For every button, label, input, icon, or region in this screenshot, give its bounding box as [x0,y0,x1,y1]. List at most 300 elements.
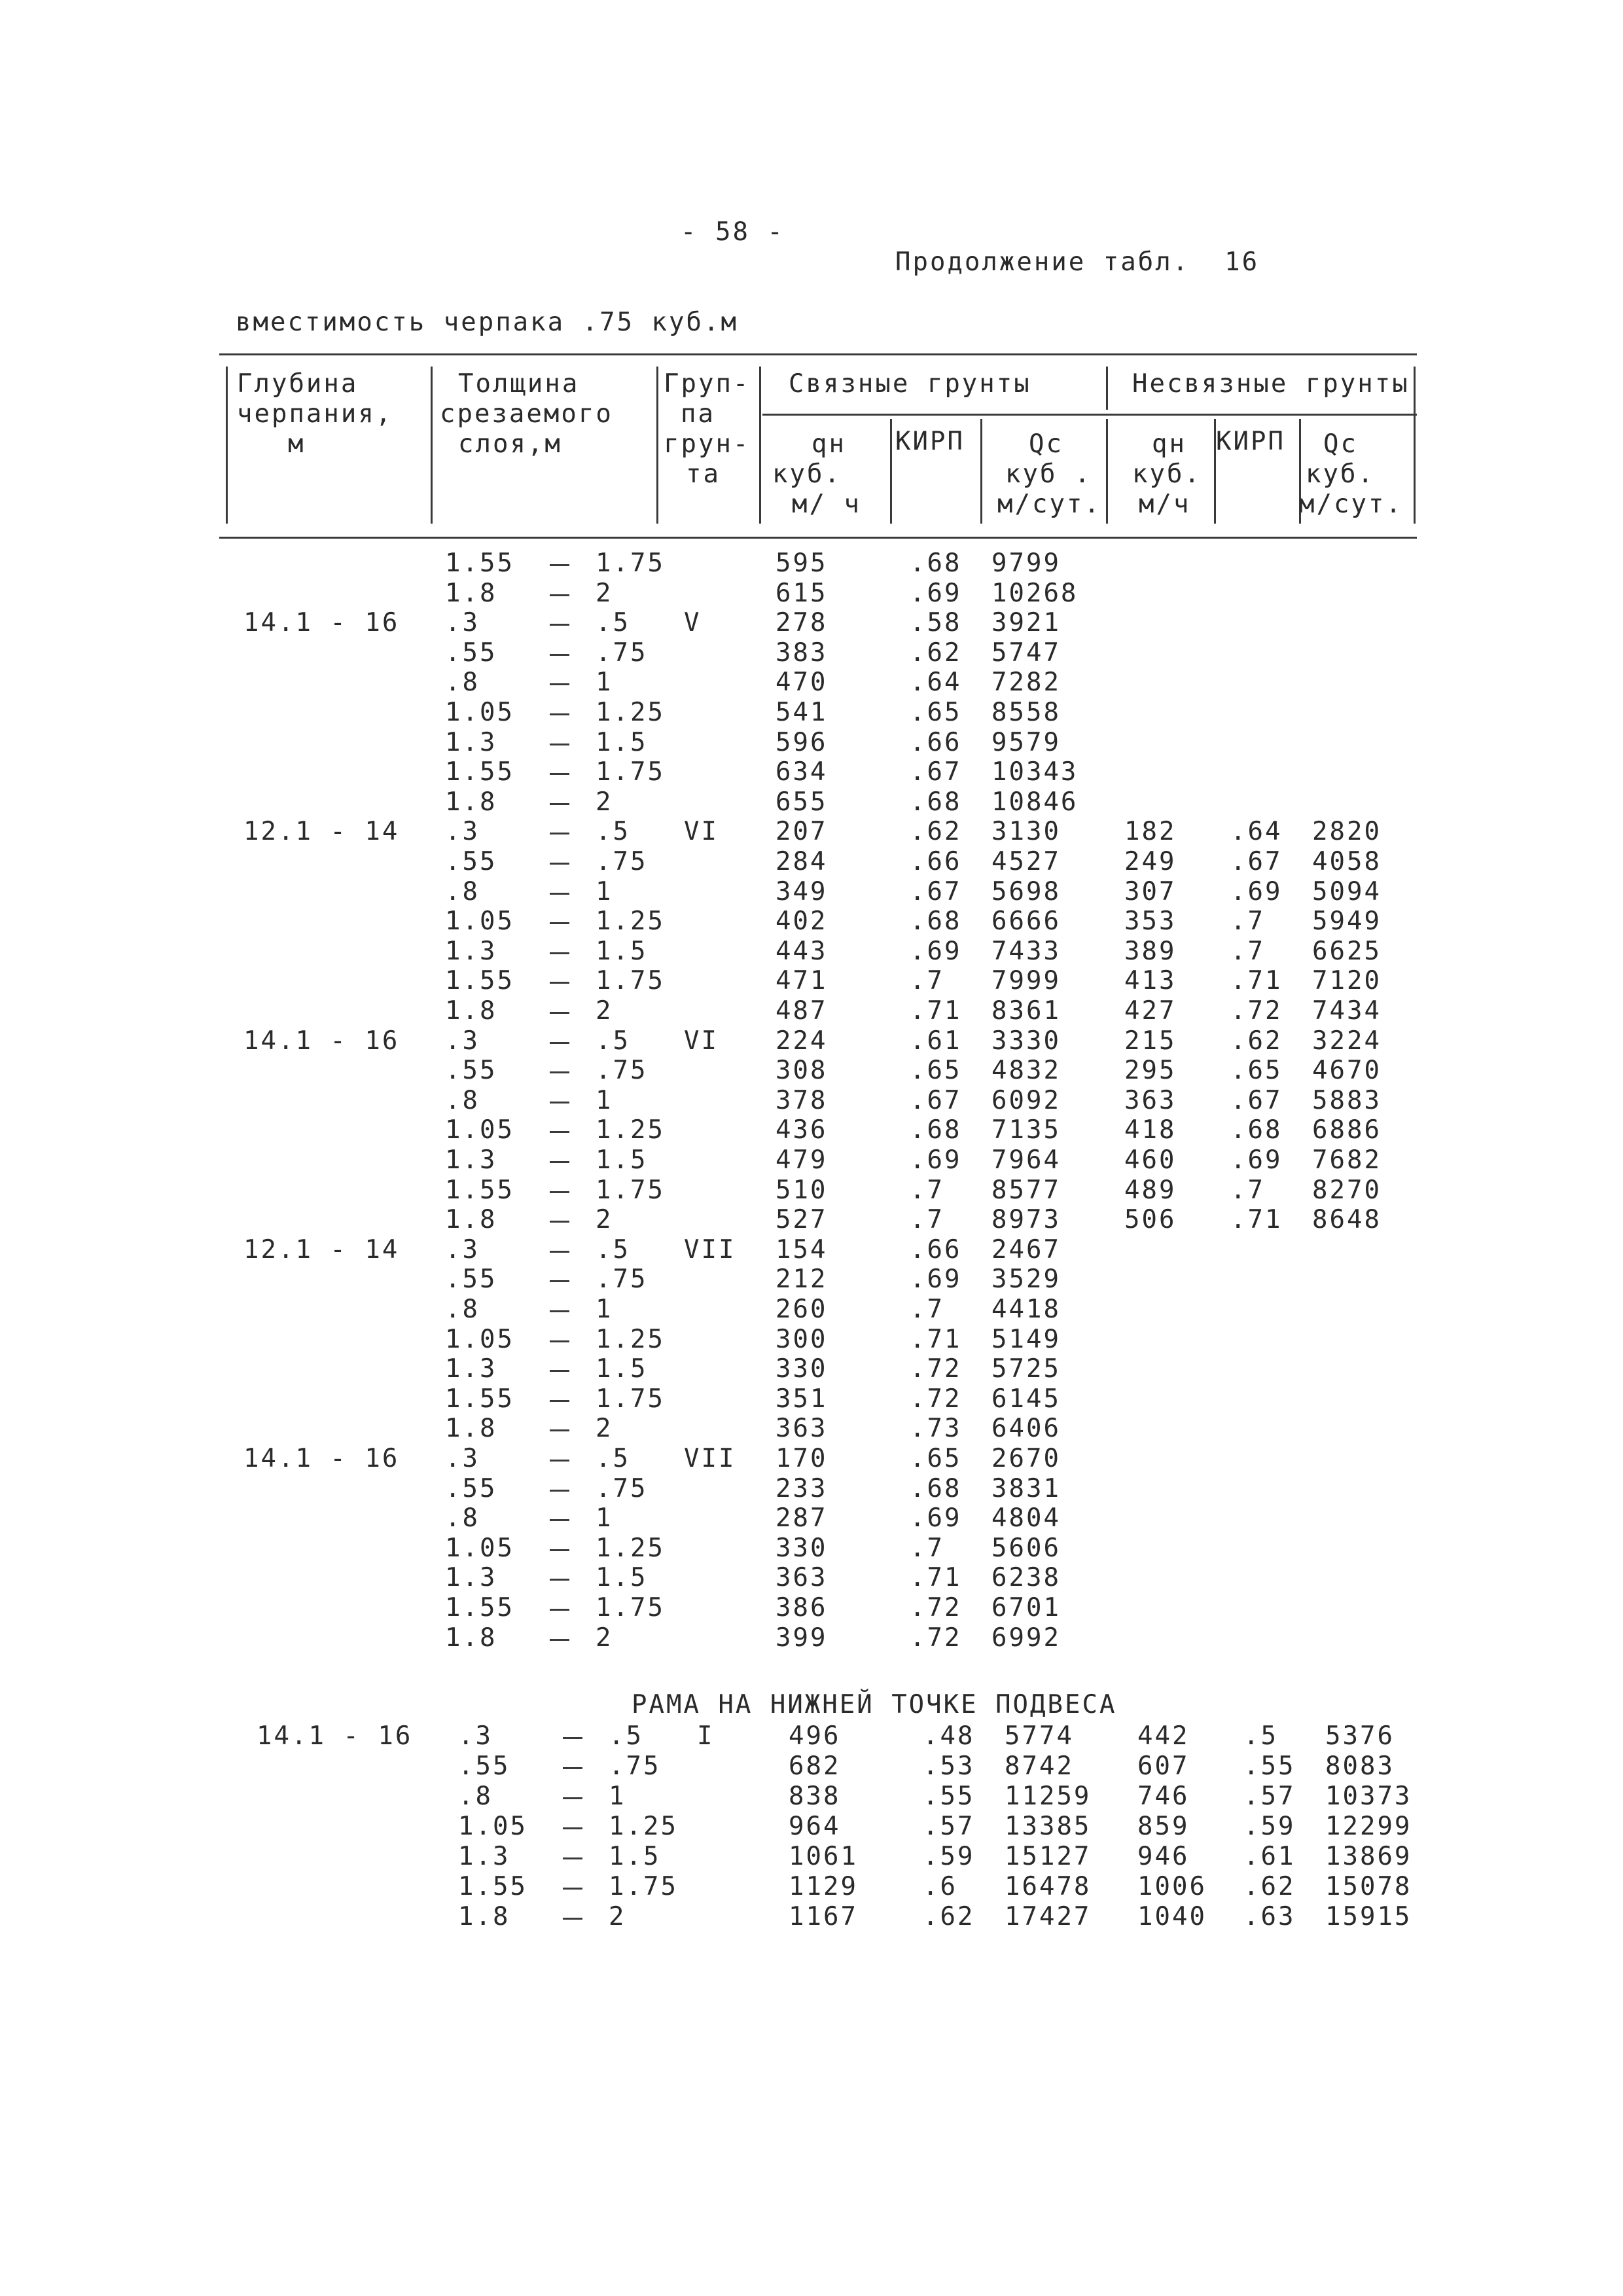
cell-cohesive-qn: 300 [776,1324,828,1354]
cell-depth: 14.1 - 16 [243,1444,400,1473]
table-row [0,1086,1623,1116]
cell-cohesive-qc: 16478 [1005,1872,1092,1901]
section-title-lower-suspension: РАМА НА НИЖНЕЙ ТОЧКЕ ПОДВЕСА [632,1690,1117,1719]
range-dash [550,1310,569,1312]
cell-noncohesive-qc: 8270 [1312,1175,1382,1205]
cell-noncohesive-kirp: .69 [1230,1145,1283,1175]
cell-noncohesive-qc: 4670 [1312,1056,1382,1086]
table-row [0,1295,1623,1325]
cell-group: V [684,608,702,638]
range-dash [550,624,569,626]
cell-cohesive-kirp: .55 [923,1782,975,1811]
cell-cohesive-qn: 378 [776,1085,828,1115]
cell-thickness-from: 1.55 [445,548,514,578]
cell-noncohesive-kirp: .71 [1230,966,1283,996]
cell-cohesive-kirp: .69 [910,1503,962,1534]
col-border-cohesive [1106,367,1108,410]
range-dash [550,1191,569,1193]
cell-cohesive-kirp: .7 [910,1295,944,1324]
range-dash [550,922,569,924]
cell-thickness-from: .8 [458,1782,493,1811]
range-dash [550,1042,569,1044]
cell-cohesive-kirp: .69 [910,1145,962,1175]
cell-thickness-to: 1.5 [596,1145,648,1175]
table-row [0,937,1623,967]
cell-noncohesive-qc: 4058 [1312,847,1382,876]
table-row [0,1175,1623,1206]
range-dash [563,1857,582,1859]
cell-cohesive-kirp: .61 [910,1026,962,1056]
cell-thickness-to: 2 [596,996,613,1026]
cell-cohesive-kirp: .62 [910,637,962,668]
cell-noncohesive-qn: 489 [1124,1175,1177,1205]
cell-thickness-from: 1.05 [445,698,514,727]
table-row [0,1325,1623,1355]
range-dash [550,654,569,656]
header-qn2-line2: куб. [1132,459,1202,489]
range-dash [550,863,569,865]
cell-cohesive-kirp: .73 [910,1414,962,1444]
cell-thickness-from: 1.8 [445,1623,497,1653]
table-row [0,1384,1623,1414]
cell-cohesive-qn: 212 [776,1265,828,1295]
cell-cohesive-kirp: .68 [910,787,962,817]
cell-noncohesive-qc: 3224 [1312,1026,1382,1056]
header-kirp: КИРП [895,427,965,456]
cell-cohesive-kirp: .67 [910,1085,962,1115]
cell-thickness-from: .55 [445,1056,497,1086]
cell-thickness-from: 1.55 [445,966,514,996]
cell-noncohesive-qc: 12299 [1325,1812,1412,1841]
cell-cohesive-qn: 349 [776,876,828,906]
cell-noncohesive-qn: 215 [1124,1026,1177,1056]
cell-thickness-to: .5 [596,608,630,638]
header-group-line2: па [681,399,715,429]
cell-cohesive-qc: 9579 [991,727,1061,757]
cell-cohesive-qc: 6701 [991,1593,1061,1623]
cell-cohesive-qn: 363 [776,1563,828,1593]
cell-cohesive-kirp: .68 [910,906,962,937]
header-qn2-line1: qн [1152,429,1186,459]
table-row [0,1145,1623,1175]
table-continuation: Продолжение табл. 16 [895,247,1260,277]
cell-cohesive-kirp: .62 [923,1902,975,1931]
cell-cohesive-kirp: .72 [910,1623,962,1653]
range-dash [550,1519,569,1521]
table-row [0,728,1623,758]
cell-thickness-to: 1 [596,668,613,698]
cell-noncohesive-qn: 746 [1137,1782,1190,1811]
cell-cohesive-kirp: .59 [923,1842,975,1871]
cell-cohesive-kirp: .66 [910,847,962,876]
table-row [0,1623,1623,1653]
cell-thickness-to: .75 [596,1473,648,1503]
cell-cohesive-qn: 541 [776,698,828,727]
cell-cohesive-qn: 399 [776,1623,828,1653]
cell-thickness-from: .8 [445,668,480,698]
range-dash [550,952,569,954]
cell-thickness-to: .75 [609,1751,661,1781]
cell-noncohesive-qn: 295 [1124,1056,1177,1086]
cell-noncohesive-qn: 353 [1124,906,1177,937]
cell-noncohesive-kirp: .69 [1230,876,1283,906]
range-dash [550,1370,569,1372]
cell-thickness-from: 1.8 [445,996,497,1026]
cell-thickness-to: 1.75 [596,757,665,787]
range-dash [550,1161,569,1163]
cell-thickness-from: 1.8 [445,787,497,817]
header-qc-line1: Qс [1029,429,1063,459]
cell-cohesive-qc: 5698 [991,876,1061,906]
cell-cohesive-kirp: .57 [923,1812,975,1841]
cell-noncohesive-qn: 389 [1124,936,1177,966]
page-number: - 58 - [681,217,785,247]
cell-thickness-to: 1.25 [596,698,665,727]
table-row [0,698,1623,728]
cell-thickness-from: .3 [445,1026,480,1056]
header-thickness-line1: Толщина [458,369,580,399]
range-dash [563,1737,582,1739]
cell-cohesive-qc: 7999 [991,966,1061,996]
cell-cohesive-kirp: .69 [910,1265,962,1295]
cell-cohesive-qn: 260 [776,1295,828,1324]
header-group-line4: та [686,459,721,489]
cell-cohesive-qc: 3529 [991,1265,1061,1295]
range-dash [550,594,569,596]
cell-noncohesive-kirp: .64 [1230,817,1283,847]
range-dash [550,564,569,566]
table-row [0,757,1623,787]
cell-cohesive-qn: 655 [776,787,828,817]
cell-thickness-from: 1.55 [445,757,514,787]
cell-cohesive-kirp: .64 [910,668,962,698]
cell-cohesive-qc: 7282 [991,668,1061,698]
table-row [0,1721,1623,1751]
cell-thickness-from: .8 [445,1085,480,1115]
header-thickness-line3: слоя,м [458,429,562,459]
cell-noncohesive-qc: 5883 [1312,1085,1382,1115]
table-row [0,817,1623,847]
cell-noncohesive-qn: 427 [1124,996,1177,1026]
range-dash [550,1251,569,1253]
table-row [0,787,1623,817]
cell-noncohesive-qn: 442 [1137,1721,1190,1751]
table-row [0,1534,1623,1564]
cell-thickness-from: .55 [445,637,497,668]
cell-cohesive-qn: 443 [776,936,828,966]
header-cohesive: Связные грунты [789,369,1031,399]
cell-cohesive-qn: 154 [776,1234,828,1265]
cell-cohesive-kirp: .67 [910,757,962,787]
cell-cohesive-qn: 224 [776,1026,828,1056]
cell-noncohesive-kirp: .7 [1230,936,1265,966]
cell-cohesive-qn: 634 [776,757,828,787]
col-border-depth [431,367,433,524]
cell-thickness-from: .55 [445,847,497,876]
cell-cohesive-qn: 510 [776,1175,828,1205]
cell-noncohesive-kirp: .57 [1243,1782,1296,1811]
cell-cohesive-kirp: .72 [910,1354,962,1384]
cell-thickness-from: .55 [445,1473,497,1503]
range-dash [550,1102,569,1103]
table-row [0,1265,1623,1295]
cell-cohesive-qn: 471 [776,966,828,996]
cell-cohesive-qn: 838 [789,1782,841,1811]
cell-cohesive-kirp: .67 [910,876,962,906]
cell-cohesive-qn: 596 [776,727,828,757]
cell-group: VI [684,1026,719,1056]
cell-noncohesive-qn: 506 [1124,1205,1177,1235]
cell-cohesive-kirp: .71 [910,1563,962,1593]
table-row [0,1354,1623,1384]
cell-cohesive-qc: 3921 [991,608,1061,638]
table-row [0,1503,1623,1534]
range-dash [550,1609,569,1611]
cell-thickness-to: 1.5 [596,1563,648,1593]
cell-cohesive-qn: 1061 [789,1842,858,1871]
table-row [0,1056,1623,1086]
cell-thickness-to: 1 [609,1782,626,1811]
cell-cohesive-qc: 8973 [991,1205,1061,1235]
cell-thickness-to: 1.75 [609,1872,678,1901]
cell-noncohesive-qc: 15915 [1325,1902,1412,1931]
table-row [0,1593,1623,1623]
cell-thickness-to: 1.75 [596,1384,665,1414]
cell-cohesive-kirp: .58 [910,608,962,638]
cell-cohesive-qc: 8361 [991,996,1061,1026]
cell-group: VI [684,817,719,847]
header-thickness-line2: срезаемого [440,399,613,429]
range-dash [550,1460,569,1462]
cell-cohesive-kirp: .65 [910,1056,962,1086]
cell-noncohesive-qc: 7682 [1312,1145,1382,1175]
cell-cohesive-qc: 6092 [991,1085,1061,1115]
cell-thickness-to: 2 [596,578,613,608]
cell-cohesive-qc: 17427 [1005,1902,1092,1931]
table-row [0,1872,1623,1902]
range-dash [550,1579,569,1581]
header-top-rule [219,353,1417,355]
cell-noncohesive-kirp: .62 [1230,1026,1283,1056]
cell-cohesive-qc: 6666 [991,906,1061,937]
range-dash [563,1827,582,1829]
cell-cohesive-qn: 207 [776,817,828,847]
cell-cohesive-kirp: .6 [923,1872,957,1901]
cell-cohesive-qn: 595 [776,548,828,578]
cell-thickness-from: 1.05 [445,906,514,937]
cell-noncohesive-kirp: .68 [1230,1115,1283,1145]
cell-cohesive-qn: 330 [776,1354,828,1384]
cell-thickness-from: .8 [445,1295,480,1324]
cell-cohesive-qn: 436 [776,1115,828,1145]
cell-thickness-to: .75 [596,637,648,668]
range-dash [550,683,569,685]
cell-noncohesive-qn: 460 [1124,1145,1177,1175]
cell-noncohesive-qn: 249 [1124,847,1177,876]
cell-thickness-to: 1.75 [596,548,665,578]
cell-cohesive-qc: 8558 [991,698,1061,727]
range-dash [550,773,569,775]
cell-cohesive-kirp: .69 [910,578,962,608]
cell-noncohesive-kirp: .72 [1230,996,1283,1026]
cell-cohesive-qc: 11259 [1005,1782,1092,1811]
cell-cohesive-kirp: .65 [910,1444,962,1473]
cell-noncohesive-qc: 6886 [1312,1115,1382,1145]
header-qc2-line3: м/сут. [1299,490,1403,519]
cell-cohesive-qn: 964 [789,1812,841,1841]
cell-thickness-to: .75 [596,847,648,876]
header-group-line1: Груп- [664,369,751,399]
range-dash [563,1767,582,1769]
cell-noncohesive-qn: 182 [1124,817,1177,847]
table-row [0,1026,1623,1056]
cell-thickness-to: 2 [609,1902,626,1931]
cell-thickness-to: 1.75 [596,1593,665,1623]
range-dash [550,1221,569,1223]
header-qn2-line3: м/ч [1139,490,1191,519]
cell-cohesive-qc: 5149 [991,1324,1061,1354]
cell-noncohesive-kirp: .71 [1230,1205,1283,1235]
cell-cohesive-kirp: .7 [910,1175,944,1205]
cell-cohesive-qn: 233 [776,1473,828,1503]
cell-noncohesive-qc: 7120 [1312,966,1382,996]
range-dash [550,1490,569,1492]
cell-thickness-from: 1.05 [445,1115,514,1145]
range-dash [550,1549,569,1551]
cell-noncohesive-kirp: .5 [1243,1721,1278,1751]
cell-thickness-to: 1.25 [596,1533,665,1563]
table-row [0,1235,1623,1265]
cell-cohesive-kirp: .7 [910,1205,944,1235]
cell-thickness-to: 2 [596,787,613,817]
cell-cohesive-qn: 496 [789,1721,841,1751]
cell-cohesive-kirp: .71 [910,1324,962,1354]
header-kirp2: КИРП [1216,427,1285,456]
cell-thickness-to: .5 [596,1234,630,1265]
range-dash [550,1012,569,1014]
cell-cohesive-qc: 13385 [1005,1812,1092,1841]
range-dash [550,1280,569,1282]
cell-thickness-to: .5 [609,1721,643,1751]
cell-cohesive-kirp: .71 [910,996,962,1026]
cell-thickness-to: 1.5 [609,1842,661,1871]
cell-depth: 14.1 - 16 [243,1026,400,1056]
table-row [0,638,1623,668]
table-row [0,1115,1623,1145]
cell-thickness-to: 1 [596,1503,613,1534]
cell-group: VII [684,1234,736,1265]
cell-thickness-from: .3 [445,1234,480,1265]
cell-cohesive-qn: 479 [776,1145,828,1175]
cell-noncohesive-qc: 8083 [1325,1751,1395,1781]
cell-thickness-from: 1.3 [445,727,497,757]
cell-cohesive-qc: 2670 [991,1444,1061,1473]
cell-thickness-from: 1.8 [445,1414,497,1444]
range-dash [550,1340,569,1342]
table-row [0,1414,1623,1444]
cell-cohesive-qn: 615 [776,578,828,608]
cell-cohesive-qn: 363 [776,1414,828,1444]
col-border-qc [1106,419,1108,524]
cell-depth: 14.1 - 16 [243,608,400,638]
header-depth-line2: черпания, [237,399,393,429]
table-row [0,1812,1623,1842]
cell-thickness-to: 1.25 [596,1115,665,1145]
cell-group: I [697,1721,715,1751]
cell-noncohesive-qc: 13869 [1325,1842,1412,1871]
cell-noncohesive-kirp: .7 [1230,1175,1265,1205]
cell-thickness-to: 2 [596,1414,613,1444]
cell-cohesive-qc: 7135 [991,1115,1061,1145]
cell-noncohesive-kirp: .65 [1230,1056,1283,1086]
cell-cohesive-qc: 5606 [991,1533,1061,1563]
header-bottom-rule [219,537,1417,539]
cell-thickness-to: 1.75 [596,1175,665,1205]
cell-cohesive-qn: 470 [776,668,828,698]
cell-noncohesive-kirp: .67 [1230,1085,1283,1115]
cell-cohesive-qc: 3831 [991,1473,1061,1503]
table-row [0,1444,1623,1474]
table-row [0,847,1623,877]
cell-noncohesive-qc: 5949 [1312,906,1382,937]
cell-cohesive-qc: 9799 [991,548,1061,578]
cell-noncohesive-qc: 6625 [1312,936,1382,966]
cell-depth: 12.1 - 14 [243,817,400,847]
cell-cohesive-qn: 170 [776,1444,828,1473]
cell-thickness-to: 1 [596,876,613,906]
header-qn-line1: qн [812,429,846,459]
cell-thickness-from: 1.3 [445,1145,497,1175]
header-group-line3: грун- [664,429,751,459]
cell-noncohesive-qc: 2820 [1312,817,1382,847]
cell-cohesive-kirp: .72 [910,1384,962,1414]
cell-thickness-from: 1.8 [445,578,497,608]
table-row [0,1205,1623,1235]
cell-thickness-to: 1.75 [596,966,665,996]
cell-cohesive-qc: 8742 [1005,1751,1074,1781]
cell-thickness-from: .55 [458,1751,510,1781]
cell-noncohesive-qn: 1006 [1137,1872,1207,1901]
cell-cohesive-kirp: .7 [910,966,944,996]
cell-thickness-from: 1.8 [445,1205,497,1235]
cell-cohesive-qn: 487 [776,996,828,1026]
cell-noncohesive-kirp: .63 [1243,1902,1296,1931]
table-row [0,1782,1623,1812]
table-row [0,877,1623,907]
cell-thickness-from: .8 [445,876,480,906]
cell-cohesive-kirp: .68 [910,1473,962,1503]
cell-thickness-from: .3 [445,817,480,847]
cell-cohesive-qc: 6992 [991,1623,1061,1653]
cell-noncohesive-qc: 7434 [1312,996,1382,1026]
cell-noncohesive-qn: 418 [1124,1115,1177,1145]
cell-cohesive-qn: 278 [776,608,828,638]
cell-cohesive-kirp: .68 [910,1115,962,1145]
cell-cohesive-qn: 1167 [789,1902,858,1931]
cell-cohesive-qc: 6145 [991,1384,1061,1414]
cell-cohesive-kirp: .69 [910,936,962,966]
range-dash [563,1888,582,1890]
col-border-left [226,367,228,524]
range-dash [550,713,569,715]
range-dash [550,744,569,745]
cell-cohesive-qc: 15127 [1005,1842,1092,1871]
range-dash [550,833,569,834]
cell-cohesive-qc: 8577 [991,1175,1061,1205]
cell-noncohesive-qc: 5094 [1312,876,1382,906]
cell-noncohesive-qn: 363 [1124,1085,1177,1115]
cell-cohesive-qn: 330 [776,1533,828,1563]
